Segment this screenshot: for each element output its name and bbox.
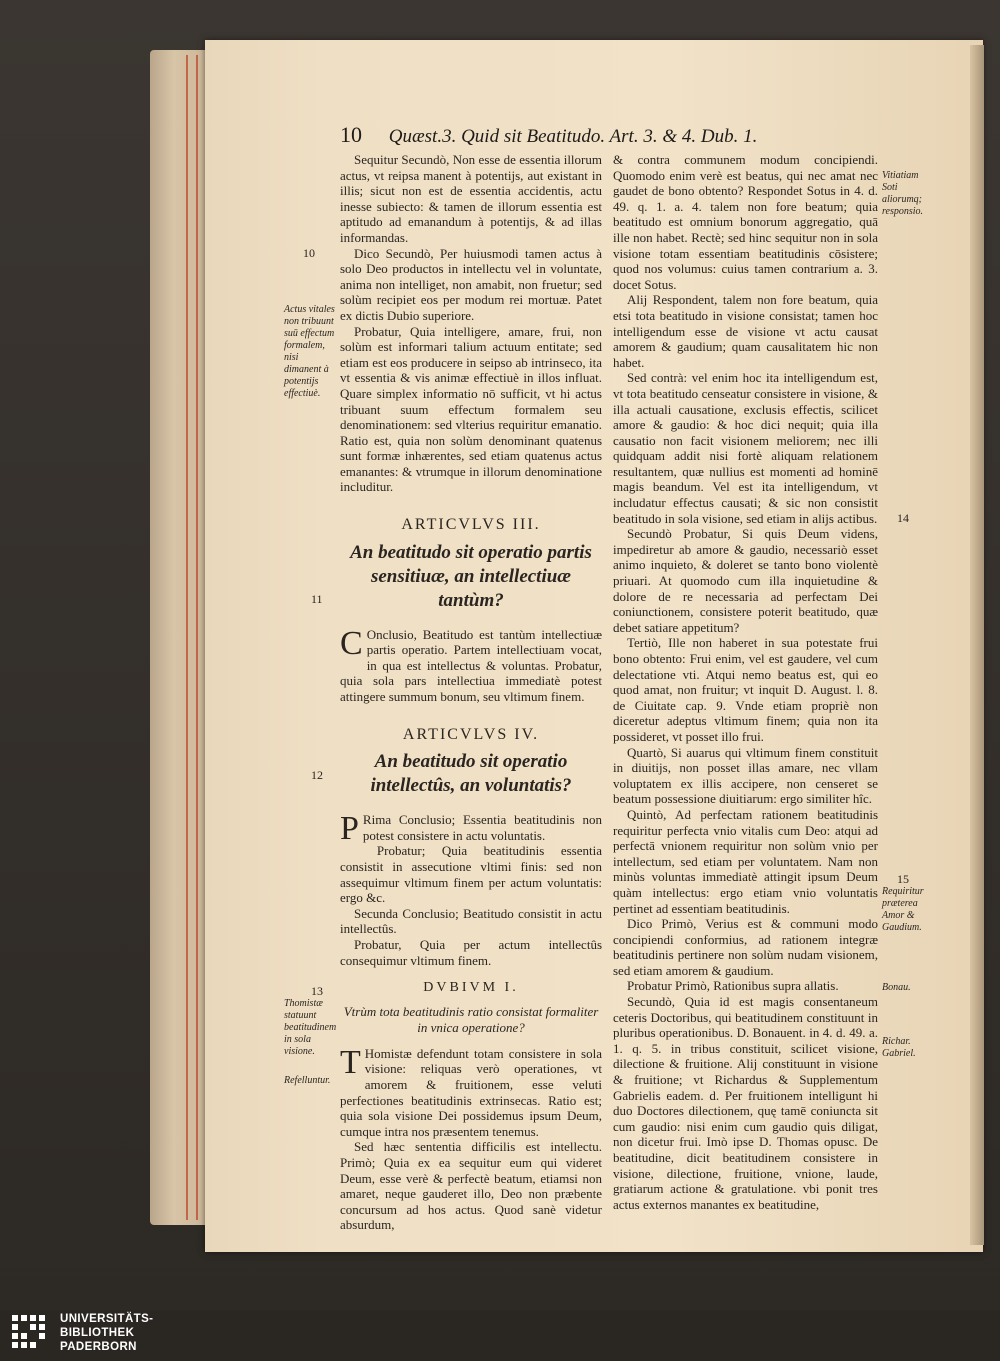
library-name [60,1313,153,1354]
margin-number: 15 [897,872,909,886]
article-4-conclusion [340,810,602,848]
margin-note: Actus vitales non tribuunt suū effectum formalem, nisi dimanent à potentijs effectiuè. [284,304,335,399]
running-title: Quæst.3. Quid sit Beatitudo. Art. 3. & 4. Dub. 1. [388,126,758,147]
paragraph: Sed contrà: vel enim hoc ita intelligendum est, vt tota beatitudo censeatur consistere in visione, & illa actuali causatione, exclusis effectis, scilicet amore & gaudio: & hoc dici nequit; quia illa causatio non facit visionem meliorem; nec illi quidquam addit nisi fortè aliquam relationem resultantem, quæ nullius est momenti ad hominē magis beandum. Vel est ita intelligendum, vt includatur effectus causati; & sic non consistit beatitudo in sola visione, sed etiam in alijs actibus. [613,370,878,526]
page-number: 10 [340,122,362,147]
margin-note: Richar. Gabriel. [882,1036,916,1059]
paragraph: Quintò, Ad perfectam rationem beatitudinis requiritur perfecta vnio vitalis cum Deo: atqui ad perfectā vnionem requiritur non solùm vnio per intellectum, sed etiam per voluntatem. Nam non minùs voluntas immediatè attingit ipsum Deum quàm intellectus: ergo etiam vnio voluntatis pertinet ad essentiam beatitudinis. [613,806,878,916]
page-gutter-edge [970,45,984,1245]
paragraph: Alij Respondent, talem non fore beatum, quia etsi tota beatitudo in visione consistat; tamen hoc intelligendum esse de visione vt actu causat amorem & gaudium; quam causalitatem hic non habet. [613,292,878,370]
paragraph: Probatur; Quia beatitudinis essentia consistit in assecutione vltimi finis: sed non assequimur vltimum finem per actum voluntatis: ergo &c. [340,843,602,906]
paragraph: Dico Primò, Verius est & communi modo concipiendi conformius, ad rationem integræ beatitudinis pertinere non solùm nudam visionem, sed etiam amorem & gaudium. [613,916,878,978]
library-logo-icon [10,1313,50,1357]
right-column [613,152,878,1212]
margin-note: Vitiatiam Soti aliorumq; responsio. [882,170,924,217]
paragraph: Tertiò, Ille non haberet in sua potestate frui bono obtento: Frui enim, vel est gaudere, vel cum delectatione vti. Atqui nemo beatus est, qui eo quod amat, non fruitur; vt inquit D. August. l. 8. de Ciuitate cap. 9. Vnde etiam propriè non diceretur adeptus vltimum finem; quia non ita possideret, vt posset illo frui. [613,635,878,744]
margin-number: 10 [303,246,315,260]
library-name-line: PADERBORN [60,1340,137,1353]
article-3-question: An beatitudo sit operatio partis sensitiuæ, an intellectiuæ tantùm? [350,541,592,611]
article-4-text: Rima Conclusio; Essentia beatitudinis non potest consistere in actu voluntatis. [362,812,602,843]
paragraph: Probatur Primò, Rationibus supra allatis. [627,978,839,994]
margin-note: Thomistæ statuunt beatitudinem in sola visione. [284,998,337,1057]
dubium-paragraph [340,1043,602,1140]
paragraph: Quartò, Si auarus qui vltimum finem constituit in diuitijs, non posset illas amare, nec vllam voluptatem ex illis accipere, non censeret se beatum possessione diuitiarum: ergo similiter hîc. [613,744,878,807]
library-name-line: BIBLIOTHEK [60,1326,135,1339]
article-4-heading: ARTICVLVS IV. [402,725,540,743]
paragraph: & contra communem modum concipiendi. Quomodo enim verè est beatus, qui nec amat nec gaudet de bono obtento? Respondet Sotus in 4. d. 49. q. 1. a. 4. talem non fore beatum; quia beatitudo est omnium bonorum aggregatio, quā ille non habet. Rectè; sed hinc sequitur non in sola visione totam essentiam beatitudinis cōsistere; quod nos volumus: cuius tamen contrarium a. 3. docet Sotus. [613,152,878,292]
margin-number: 14 [897,511,909,525]
margin-number: 11 [311,592,323,606]
margin-number: 12 [311,768,323,782]
paragraph: Secunda Conclusio; Beatitudo consistit in actu intellectûs. [340,905,602,937]
margin-note: Requiritur præterea Amor & Gaudium. [882,886,924,933]
article-3-heading: ARTICVLVS III. [401,516,541,534]
paragraph: Probatur, Quia per actum intellectûs consequimur vltimum finem. [340,936,602,968]
paragraph: Sequitur Secundò, Non esse de essentia illorum actus, vt reipsa manent à potentijs, aut existant in illis; sicut non est de essentia accidentis, actu inesse subiecto: & tamen de illorum essentia est aptitudo ad emanandum à potentijs, & ad illas informandas. [340,152,602,245]
paragraph: Sed hæc sententia difficilis est intellectu. Primò; Quia ex ea sequitur eum qui videret Deum, esse verè & perfectè beatum, etiamsi non amaret, neque gauderet illo, Deo non præbente concursum ad hos actus. Quod sanè videtur absurdum, [340,1139,602,1233]
running-head [340,122,820,152]
article-4-question: An beatitudo sit operatio intellectûs, an voluntatis? [370,751,572,797]
red-edge-line [196,55,198,1220]
margin-note: Bonau. [882,982,911,993]
paragraph: Secundò, Quia id est magis consentaneum ceteris Doctoribus, qui beatitudinem constituunt in pluribus operationibus. D. Bonauent. in 4. d. 49. a. 1. q. 5. in tribus constituit, scilicet visione, dilectione & fruitione. Alij constituunt in visione & fruitione; vt Richardus & Supplementum Gabrielis eadem. d. Per fruitionem intelligunt hi duo Doctores dilectionem, quę tamē coniuncta sit cum gaudio: nisi enim cum gaudio quis diligat, non dicetur frui. Imò ipse D. Thomas opusc. De beatitudine, dicit beatitudinem consistere in visione, dilectione, fruitione, vnione, laude, gratiarum actione & gratulatione. vbi ponit tres actus externos manantes ex beatitudine, [613,994,878,1212]
left-column [340,152,602,1233]
dubium-question: Vtrùm tota beatitudinis ratio consistat formaliter in vnica operatione? [343,1003,599,1035]
drop-cap: T [340,1043,361,1081]
article-3-conclusion [340,624,602,705]
dubium-text: Homistæ defendunt totam consistere in sola visione: reliquas verò operationes, vt amorem & fruitionem, esse veluti perfectiones beatitudinis extrinsecas. Ratio est; quia sola visione Dei possidemus ipsum Deum, cumque intra nos præsentem tenemus. [340,1045,602,1139]
margin-number: 13 [311,984,323,998]
book-page-edges [150,50,210,1225]
dubium-heading: DVBIVM I. [423,980,519,996]
drop-cap: C [340,624,363,662]
paragraph: Dico Secundò, Per huiusmodi tamen actus à solo Deo productos in intellectu vel in voluntate, anima non intelliget, non amabit, non fruetur; sed solùm recipiet eos per modum rei mortuæ. Patet ex dictis Dubio superiore. [340,245,602,323]
article-3-text: Onclusio, Beatitudo est tantùm intellectiuæ partis operatio. Partem intellectiuam vocat, in qua est intellectus & voluntas. Probatur, quia sola pars intellectiua immediatè potest attingere summum bonum, seu vltimum finem. [340,626,602,705]
margin-note: Refelluntur. [284,1075,331,1086]
drop-cap: P [340,810,359,848]
paragraph: Probatur, Quia intelligere, amare, frui, non solùm est informari talium actuum entitate; sed etiam est eos producere in seipso ab intrinseco, ita vt essentia & vis animæ effectiuè in illos influat. Quare simplex informatio nō sufficit, vt hi actus tribuant suum effectum formalem seu denominationem: sed vlterius requiritur emanatio. Ratio est, quia non solùm denominant quatenus sunt formæ inhærentes, sed etiam quatenus actus emanantes: & vtrumque in illorum denominatione includitur. [340,323,602,495]
red-edge-line [186,55,188,1220]
library-name-line: UNIVERSITÄTS- [60,1313,154,1325]
paragraph: Secundò Probatur, Si quis Deum videns, impediretur ab amore & gaudio, necessariò esset animo inquieto, & doleret se tanto bono violentè priuari. At quomodo cum illa inquietudine & dolore de re necessaria ad perfectam Dei coniunctionem, consistere poterit beatitudo, quæ debet satiare appetitum? [613,526,878,635]
